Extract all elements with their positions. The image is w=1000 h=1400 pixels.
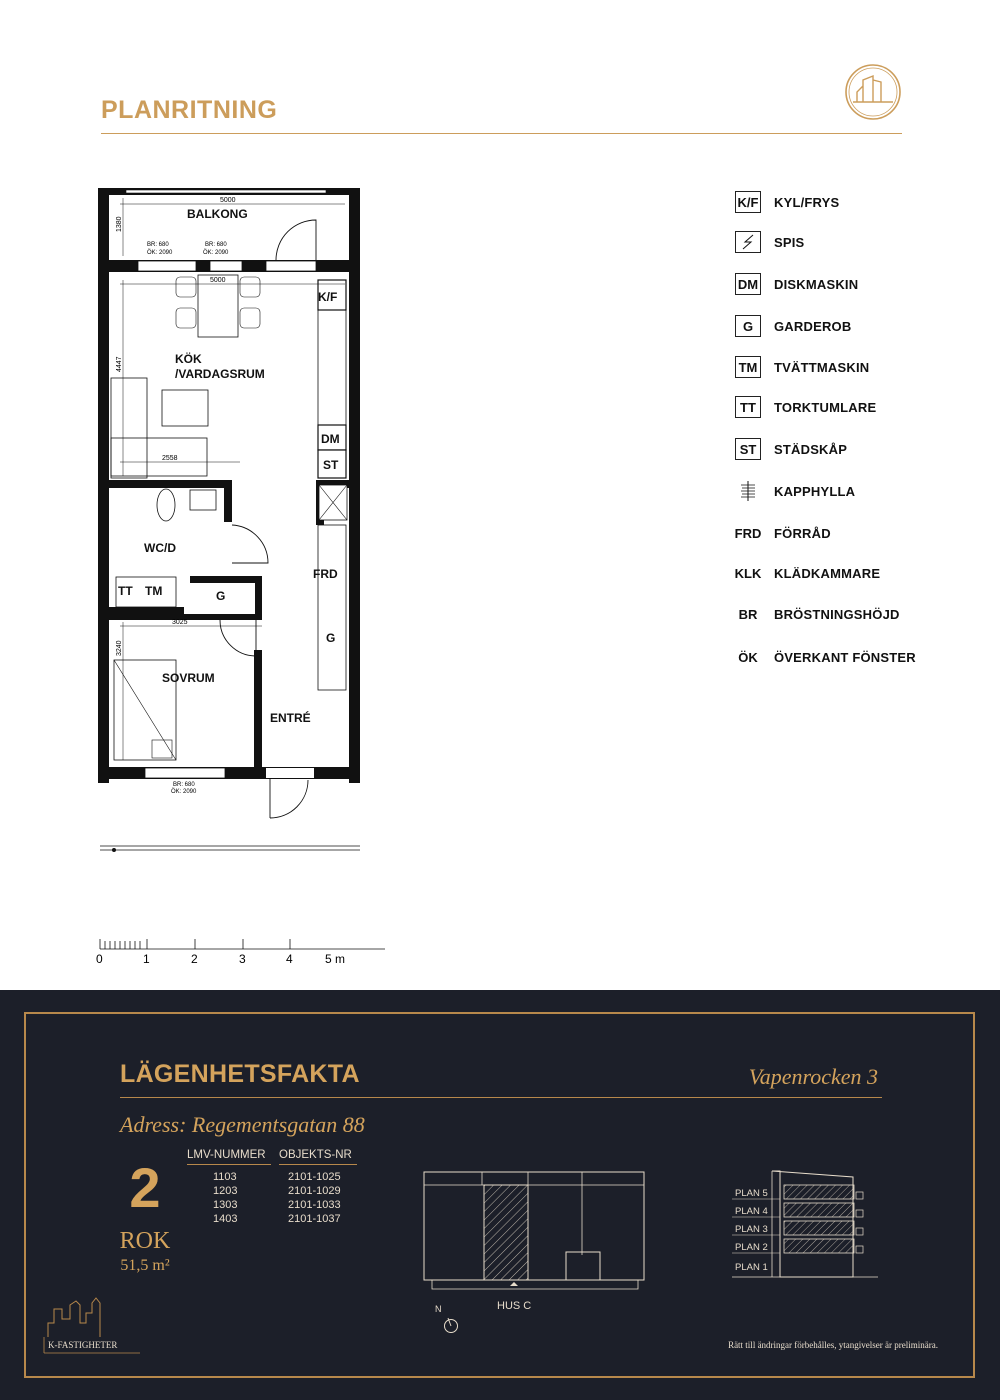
legend-item bbox=[735, 272, 858, 296]
scale-tick-0: 0 bbox=[96, 952, 103, 966]
table-cell: 1203 bbox=[213, 1185, 238, 1197]
dim-bedroom-width: 3025 bbox=[172, 619, 188, 626]
legend-label: FÖRRÅD bbox=[774, 525, 831, 541]
legend-label: KLÄDKAMMARE bbox=[774, 565, 881, 581]
legend-key: DM bbox=[735, 273, 761, 295]
fixture-st: ST bbox=[323, 458, 339, 472]
legend-label: BRÖSTNINGSHÖJD bbox=[774, 606, 900, 622]
legend-item bbox=[735, 561, 880, 585]
title-divider bbox=[101, 133, 902, 134]
window-2-br: BR: 680 bbox=[205, 242, 227, 248]
scale-tick-1: 1 bbox=[143, 952, 150, 966]
building-logo-icon bbox=[843, 62, 903, 122]
scale-bar bbox=[95, 935, 395, 970]
legend-item bbox=[735, 437, 847, 461]
floor-label: PLAN 2 bbox=[735, 1242, 768, 1253]
north-arrow-icon bbox=[430, 1302, 460, 1334]
dim-balkong-depth: 1380 bbox=[116, 216, 123, 232]
facts-divider bbox=[120, 1097, 882, 1098]
legend-item bbox=[735, 521, 831, 545]
project-name: Vapenrocken 3 bbox=[748, 1064, 878, 1089]
table-cell: 1303 bbox=[213, 1199, 238, 1211]
legend-item bbox=[735, 395, 876, 419]
fixture-g1: G bbox=[216, 589, 226, 603]
dim-kitchen-depth: 4447 bbox=[116, 356, 123, 372]
fixture-tm: TM bbox=[145, 584, 163, 598]
room-count-label: ROK bbox=[119, 1228, 171, 1254]
legend-item bbox=[735, 602, 900, 626]
legend-item bbox=[735, 190, 839, 214]
legend-key: ST bbox=[735, 438, 761, 460]
legend-key: KLK bbox=[734, 565, 762, 581]
apartment-area: 51,5 m² bbox=[120, 1257, 170, 1274]
legend-key: G bbox=[735, 315, 761, 337]
legend-key: BR bbox=[738, 606, 758, 622]
room-label-kok: KÖK bbox=[175, 352, 202, 366]
dim-living: 2558 bbox=[162, 455, 178, 462]
scale-tick-4: 4 bbox=[286, 952, 293, 966]
legend-item bbox=[735, 645, 916, 669]
room-label-balkong: BALKONG bbox=[187, 207, 248, 221]
floor-label: PLAN 1 bbox=[735, 1262, 768, 1273]
window-1-ok: ÖK: 2090 bbox=[147, 250, 173, 256]
room-label-wc: WC/D bbox=[144, 541, 176, 555]
brand-name: K-FASTIGHETER bbox=[48, 1340, 118, 1350]
room-label-vardagsrum: /VARDAGSRUM bbox=[175, 367, 265, 381]
legend-label: DISKMASKIN bbox=[774, 276, 859, 292]
legend-key: ÖK bbox=[738, 649, 758, 665]
legend-key: FRD bbox=[734, 525, 762, 541]
floor-label: PLAN 5 bbox=[735, 1188, 768, 1199]
floor-label: PLAN 4 bbox=[735, 1206, 768, 1217]
room-label-sovrum: SOVRUM bbox=[162, 671, 215, 685]
legend-label: TORKTUMLARE bbox=[774, 399, 877, 415]
facts-title: LÄGENHETSFAKTA bbox=[120, 1060, 360, 1088]
room-count: 2 bbox=[129, 1156, 161, 1219]
table-cell: 2101-1029 bbox=[288, 1185, 341, 1197]
table-cell: 2101-1033 bbox=[288, 1199, 341, 1211]
fixture-kf: K/F bbox=[318, 290, 338, 304]
window-3-ok: ÖK: 2090 bbox=[171, 789, 197, 795]
spis-icon bbox=[735, 231, 761, 253]
legend-key: TT bbox=[735, 396, 761, 418]
legend-label: STÄDSKÅP bbox=[774, 441, 848, 457]
floor-plan bbox=[90, 180, 380, 860]
scale-tick-5: 5 m bbox=[325, 952, 346, 966]
window-1-br: BR: 680 bbox=[147, 242, 169, 248]
legend-key: TM bbox=[735, 356, 761, 378]
building-label: HUS C bbox=[497, 1300, 532, 1312]
dim-top: 5000 bbox=[220, 197, 236, 204]
address: Adress: Regementsgatan 88 bbox=[120, 1112, 365, 1137]
legend-item bbox=[735, 314, 851, 338]
fixture-tt: TT bbox=[118, 584, 133, 598]
legend-label: ÖVERKANT FÖNSTER bbox=[774, 649, 916, 665]
room-label-frd: FRD bbox=[313, 567, 338, 581]
page-title: PLANRITNING bbox=[101, 96, 278, 124]
kapphylla-icon bbox=[735, 480, 761, 502]
north-label: N bbox=[435, 1304, 442, 1314]
scale-tick-3: 3 bbox=[239, 952, 246, 966]
legend-item bbox=[735, 355, 869, 379]
scale-tick-2: 2 bbox=[191, 952, 198, 966]
legend-label: GARDEROB bbox=[774, 318, 852, 334]
legend-label: KYL/FRYS bbox=[774, 194, 840, 210]
table-header-rule bbox=[279, 1164, 357, 1165]
k-fastigheter-logo-icon bbox=[40, 1293, 145, 1355]
room-label-entre: ENTRÉ bbox=[270, 711, 311, 725]
table-header-objekt: OBJEKTS-NR bbox=[279, 1149, 352, 1161]
table-cell: 2101-1037 bbox=[288, 1213, 341, 1225]
floor-label: PLAN 3 bbox=[735, 1224, 768, 1235]
disclaimer: Rätt till ändringar förbehålles, ytangivelser är preliminära. bbox=[728, 1340, 938, 1350]
table-cell: 1403 bbox=[213, 1213, 238, 1225]
table-cell: 2101-1025 bbox=[288, 1171, 341, 1183]
legend-item bbox=[735, 230, 804, 254]
table-cell: 1103 bbox=[213, 1171, 237, 1183]
window-3-br: BR: 680 bbox=[173, 782, 195, 788]
fixture-dm: DM bbox=[321, 432, 340, 446]
table-header-rule bbox=[187, 1164, 271, 1165]
window-2-ok: ÖK: 2090 bbox=[203, 250, 229, 256]
legend-label: TVÄTTMASKIN bbox=[774, 359, 870, 375]
legend-label: KAPPHYLLA bbox=[774, 483, 856, 499]
dim-kitchen: 5000 bbox=[210, 277, 226, 284]
legend-key: K/F bbox=[735, 191, 761, 213]
legend-label: SPIS bbox=[774, 234, 805, 250]
legend-item bbox=[735, 479, 855, 503]
site-plan bbox=[420, 1165, 650, 1305]
fixture-g2: G bbox=[326, 631, 336, 645]
table-header-lmv: LMV-NUMMER bbox=[187, 1149, 266, 1161]
dim-bedroom-depth: 3240 bbox=[116, 640, 123, 656]
